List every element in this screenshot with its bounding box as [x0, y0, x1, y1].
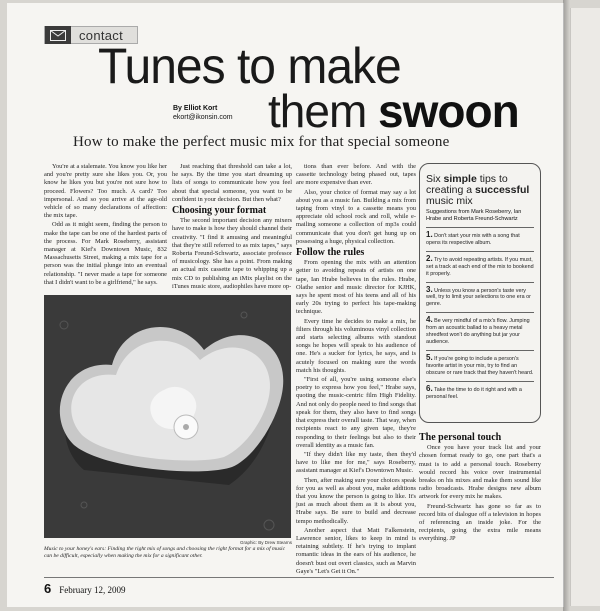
envelope-icon — [45, 26, 71, 44]
tip-item — [426, 317, 534, 346]
page-number: 6 — [44, 581, 52, 596]
tips-source: Suggestions from Mark Roseberry, Ian Hrabe and Roberta Freund-Schwartz — [426, 209, 522, 222]
tips-heading-text: Six — [426, 173, 444, 185]
tip-text: Take the time to do it right and with a personal feel. — [426, 386, 522, 400]
tip-number: 6. — [426, 383, 433, 393]
heart-box-illustration — [44, 295, 291, 538]
tip-item — [426, 352, 534, 377]
divider — [426, 350, 534, 351]
divider — [426, 312, 534, 313]
section-label: contact — [79, 27, 124, 43]
tip-text: Be very mindful of a mix's flow. Jumping from an acoustic ballad to a heavy metal shredfest won't do anything but jar your audience. — [426, 318, 530, 345]
divider — [426, 227, 534, 228]
paragraph: Just reaching that threshold can take a lot, he says. By the time you start dreaming up lists of songs to communicate how you feel about that special someone, you want to be confident in your decision. But then what? — [172, 163, 292, 203]
paragraph: Every time he decides to make a mix, he filters through his voluminous vinyl collection and starts selecting albums with standout songs he hopes will speak to his audience of one. He's a sucker for lyrics, he says, and is acutely focused on making sure the words match his thoughts. — [296, 317, 416, 374]
paragraph: Another aspect that Matt Falkenstein, Lawrence senior, likes to keep in mind is retaining subtlety. If he's trying to implant romantic ideas in the ears of his audience, he doesn't bust out overt classics, such as Marvin Gaye's "Let's Get it On." — [296, 526, 416, 575]
paragraph: "First of all, you're using someone else's poetry to express how you feel," Hrabe says, quoting the music-centric film High Fidelity. And not only do people need to find songs that speak for them, they also have to find songs that express their overall taste. That way, when recipients react to any given tape, they're responding to their feelings but also to their overall identity as a music fan. — [296, 376, 416, 449]
tips-heading — [426, 174, 534, 207]
byline-email: ekort@ikonsin.com — [173, 114, 233, 121]
tip-item — [426, 284, 534, 309]
article-column-3 — [296, 163, 416, 577]
tips-sidebar — [419, 163, 541, 423]
tip-item — [426, 232, 534, 247]
tip-item — [426, 253, 534, 278]
tip-item — [426, 383, 534, 401]
binding-shadow — [563, 0, 570, 611]
photo-caption: Music to your honey's ears: Finding the right mix of songs and choosing the right format for a mix of music can be difficult, especially when making the mix for a significant other. — [44, 546, 286, 559]
paragraph: tions than ever before. And with the cassette technology being phased out, tapes are more expensive than ever. — [296, 163, 416, 187]
tip-number: 3. — [426, 284, 433, 294]
tip-number: 1. — [426, 230, 433, 239]
tip-text: Don't start your mix with a song that opens its respective album. — [426, 233, 520, 246]
paragraph: The second important decision any mixers have to make is how they should channel their creativity. "I find it amusing and meaningful that they're still referred to as mix tapes," says Roberta Freund-Schwartz, associate professor of musicology. She has a point. From making an actual mix cassette tape to whipping up a mix CD to publishing an iMix playlist on the iTunes music store, audiophiles have more op- — [172, 217, 292, 290]
headline-line1: Tunes to make — [98, 38, 401, 95]
graphic-credit: Graphic: By Drew Stearns — [240, 540, 293, 545]
tips-heading-bold: successful — [475, 184, 530, 196]
page-footer — [44, 577, 554, 596]
tip-text: If you're going to include a person's favorite artist in your mix, try to find an obscure or rare track that they haven't heard. — [426, 355, 534, 376]
tips-heading-text: tips to creating a — [426, 173, 508, 196]
headline-line2 — [268, 86, 519, 136]
divider — [426, 381, 534, 382]
subhead: How to make the perfect music mix for that special someone — [73, 134, 450, 150]
tip-text: Unless you know a person's taste very well, try to limit your selections to one era or genre. — [426, 287, 531, 308]
paragraph: From opening the mix with an attention getter to avoiding repeats of artists on one tape, Ian Hrabe believes in the rules. Hrabe, Olathe senior and music director for KJHK, says he spent most of his teens and all of his early 20s trying to perfect his tape-making technique. — [296, 259, 416, 316]
paragraph: You're at a stalemate. You know you like her and you're pretty sure she likes you. Or, you know he likes you but you're not sure how to proceed. Flowers? Too much. A card? Too impersonal. And so you arrive at the age-old vehicle of so many declarations of affection: the mix tape. — [44, 163, 167, 220]
headline-word-them: them — [268, 85, 367, 137]
paragraph: Once you have your track list and your chosen format ready to go, one part that's a must is to add a personal touch. Roseberry would record his voice over instrumental breaks on his mixes and make them sound like radio broadcasts. Hrabe designs new album artwork for every mix he makes. — [419, 444, 541, 501]
byline-author: By Elliot Kort — [173, 105, 218, 112]
article-column-4 — [419, 431, 541, 545]
headline-word-swoon: swoon — [378, 85, 519, 137]
tips-heading-text: music mix — [426, 195, 473, 207]
tip-number: 5. — [426, 352, 433, 362]
paragraph: Also, your choice of format may say a lot about you as a music fan. Building a mix from taping from vinyl to a cassette means you appreciate old school rock and roll, while e-mailing someone a collection of mp3s could communicate that you don't get hung up on possessing a huge, physical collection. — [296, 188, 416, 245]
byline — [173, 104, 233, 122]
section-heading-rules: Follow the rules — [296, 247, 365, 259]
section-heading-personal: The personal touch — [419, 432, 502, 443]
tip-number: 4. — [426, 315, 433, 325]
paragraph: Freund-Schwartz has gone so far as to record bits of dialogue off a television in hopes of referencing an inside joke. For the recipients, going the extra mile means everything. JP — [419, 502, 541, 543]
next-page-edge — [570, 8, 600, 606]
article-column-1 — [44, 163, 167, 288]
divider — [426, 251, 534, 252]
tips-heading-bold: simple — [443, 173, 477, 185]
tip-text: Try to avoid repeating artists. If you must, set a track at each end of the mix to bookend it properly. — [426, 256, 534, 277]
tip-number: 2. — [426, 253, 433, 263]
article-column-2 — [172, 163, 292, 292]
paragraph: "If they didn't like my taste, then they'd have to like me for me," says Roseberry, assistant manager at Kief's Downtown Music. — [296, 450, 416, 475]
section-heading-format: Choosing your format — [172, 205, 267, 217]
paragraph: Odd as it might seem, finding the person to make the tape can be one of the hardest parts of the process. For Mark Roseberry, assistant manager at Kief's Downtown Music, 832 Massachusetts Street, making a mix tape for a person was the initial plunge into an eventual relationship. "I never made a tape for someone that I didn't want to be a girlfriend," he says. — [44, 221, 167, 286]
paragraph: Then, after making sure your choices speak for you as well as about you, make additions that you know the person is going to like. It's just as much about them as it is about you, Hrabe says. Be sure to build and decrease tempo methodically. — [296, 476, 416, 525]
divider — [426, 282, 534, 283]
issue-date: February 12, 2009 — [59, 585, 126, 595]
